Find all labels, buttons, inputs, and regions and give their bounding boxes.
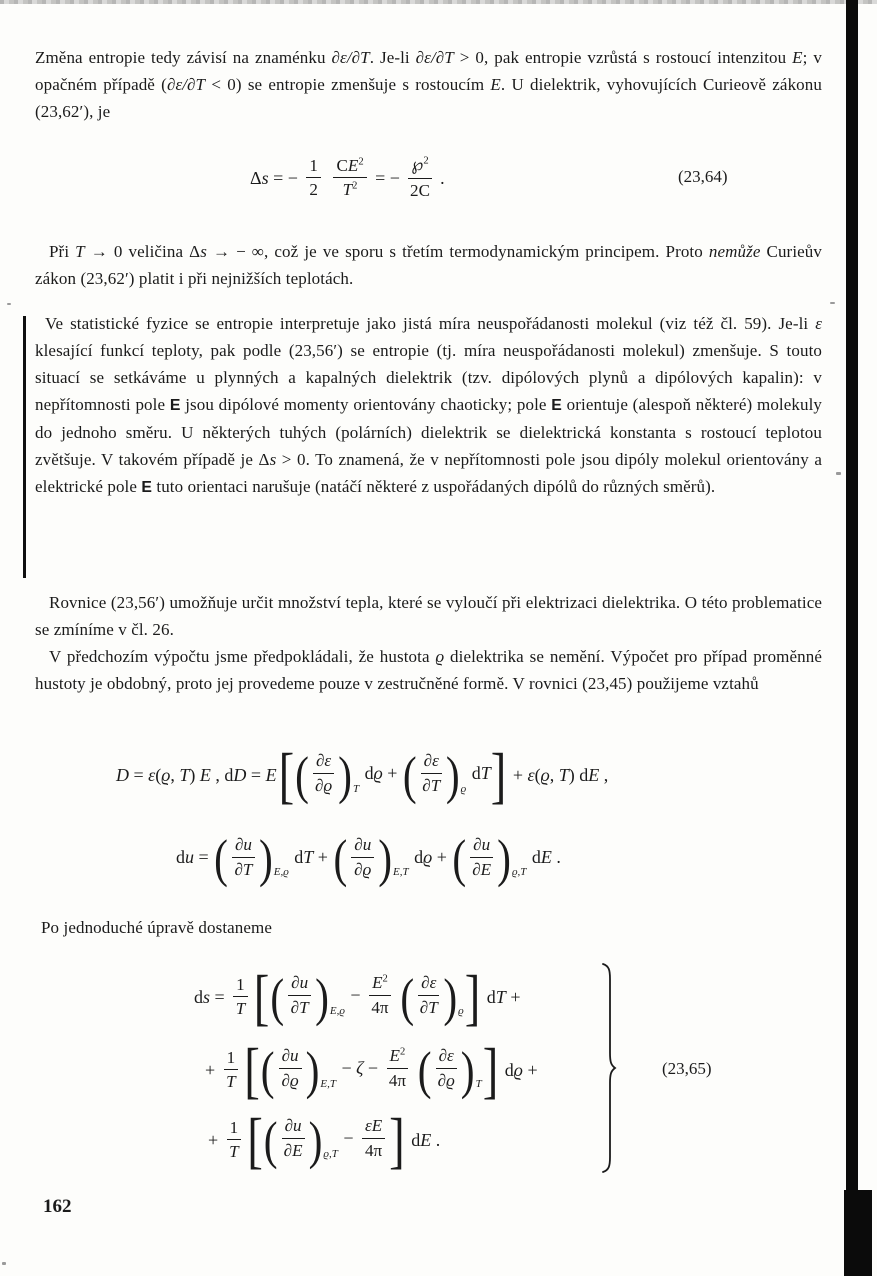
equation-23-65-line2: + $\frac{1}{T}$ [( $\frac{\partial u}{\partial ϱ}$ )$_{E,T} - \zeta$ − $\frac{E^2}{4\pi}$ ( $\frac{\partial\varepsilon}{\partial ϱ}$ )$_T$] dϱ +	[205, 1036, 538, 1106]
equation-du: du = ( $\frac{\partial u}{\partial T}$ )$_{E,ϱ}$ dT + ( $\frac{\partial u}{\partial ϱ}$ )$_{E,T}$ dϱ + ( $\frac{\partial u}{\partial E}$ )$_{ϱ,T}$ dE .	[176, 828, 561, 888]
paragraph-variable-density: V předchozím výpočtu jsme předpokládali, že hustota ϱ dielektrika se nemění. Výpočet pro případ proměnné hustoty je obdobný, proto jej provedeme pouze v zestručněné formě. V rovnici (23,45) použijeme vztahů	[35, 647, 822, 693]
paragraph-entropy-sign: Změna entropie tedy závisí na znaménku ∂ε/∂T. Je-li ∂ε/∂T > 0, pak entropie vzrůstá s rostoucí intenzitou E; v opačném případě (∂ε/∂T < 0) se entropie zmenšuje s rostoucím E. U dielektrik, vyhovujících Curieově zákonu (23,62′), je	[35, 48, 822, 121]
scan-speck	[7, 303, 11, 305]
equation-23-65-line3: + $\frac{1}{T}$ [( $\frac{\partial u}{\partial E}$ )$_{ϱ,T}$ − $\frac{\varepsilon E}{4\pi}$ ] dE .	[208, 1106, 441, 1176]
scan-speck	[830, 302, 835, 304]
scan-edge-artifact-top	[0, 0, 877, 4]
equation-label-23-64: (23,64)	[678, 167, 728, 186]
equation-label-23-65: (23,65)	[662, 1059, 712, 1078]
paragraph-lead-in: Po jednoduché úpravě dostaneme	[41, 918, 273, 937]
scan-speck	[2, 1262, 6, 1265]
paragraph-statistical-interpretation: Ve statistické fyzice se entropie interpretuje jako jistá míra neuspořádanosti molekul (viz též čl. 59). Je-li ε klesající funkcí teploty, pak podle (23,56′) se entropie (tj. míra neuspořádanosti molekul) zmenšuje. S touto situací se setkáváme u plynných a kapalných dielektrik (tzv. dipólových plynů a dipólových kapalin): v nepřítomnosti pole E jsou dipólové momenty orientovány chaoticky; pole E orientuje (alespoň některé) molekuly do jednoho směru. U některých tuhých (polárních) dielektrik se dielektrická konstanta s rostoucí teplotou zvětšuje. V takovém případě je Δs > 0. To znamená, že v nepřítomnosti pole jsou dipóly molekul orientovány a elektrické pole E tuto orientaci narušuje (natáčí některé z uspořádaných dipólů do různých směrů).	[35, 314, 823, 496]
paragraph-third-law: Při T → 0 veličina Δs → − ∞, což je ve sporu s třetím termodynamickým principem. Proto nemůže Curieův zákon (23,62′) platit i při nejnižších teplotách.	[35, 242, 822, 288]
scan-edge-artifact-right	[846, 0, 858, 1276]
scan-edge-artifact-corner	[844, 1190, 872, 1276]
equation-23-64: Δs = − $\frac{1}{2}$ $\frac{CE^2}{T^2}$ = − $\frac{℘^2}{2C}$ .	[250, 155, 445, 200]
margin-emphasis-bar	[23, 316, 26, 578]
scan-speck	[836, 472, 841, 475]
equation-group-brace	[601, 963, 617, 1178]
paragraph-heat-release: Rovnice (23,56′) umožňuje určit množství tepla, které se vyloučí při elektrizaci dielektrika. O této problematice se zmíníme v čl. 26.	[35, 593, 822, 639]
page-number: 162	[43, 1196, 72, 1217]
equation-D-dD: D = ε(ϱ, T) E , dD = E[( $\frac{\partial\varepsilon}{\partial ϱ}$ )$_T$ dϱ + ( $\frac{\partial\varepsilon}{\partial T}$ )$_ϱ$ dT] + ε(ϱ, T) dE ,	[116, 741, 609, 811]
equation-23-65-line1: ds = $\frac{1}{T}$ [( $\frac{\partial u}{\partial T}$ )$_{E,ϱ}$ − $\frac{E^2}{4\pi}$ ( $\frac{\partial\varepsilon}{\partial T}$ )$_ϱ$] dT +	[194, 963, 521, 1033]
